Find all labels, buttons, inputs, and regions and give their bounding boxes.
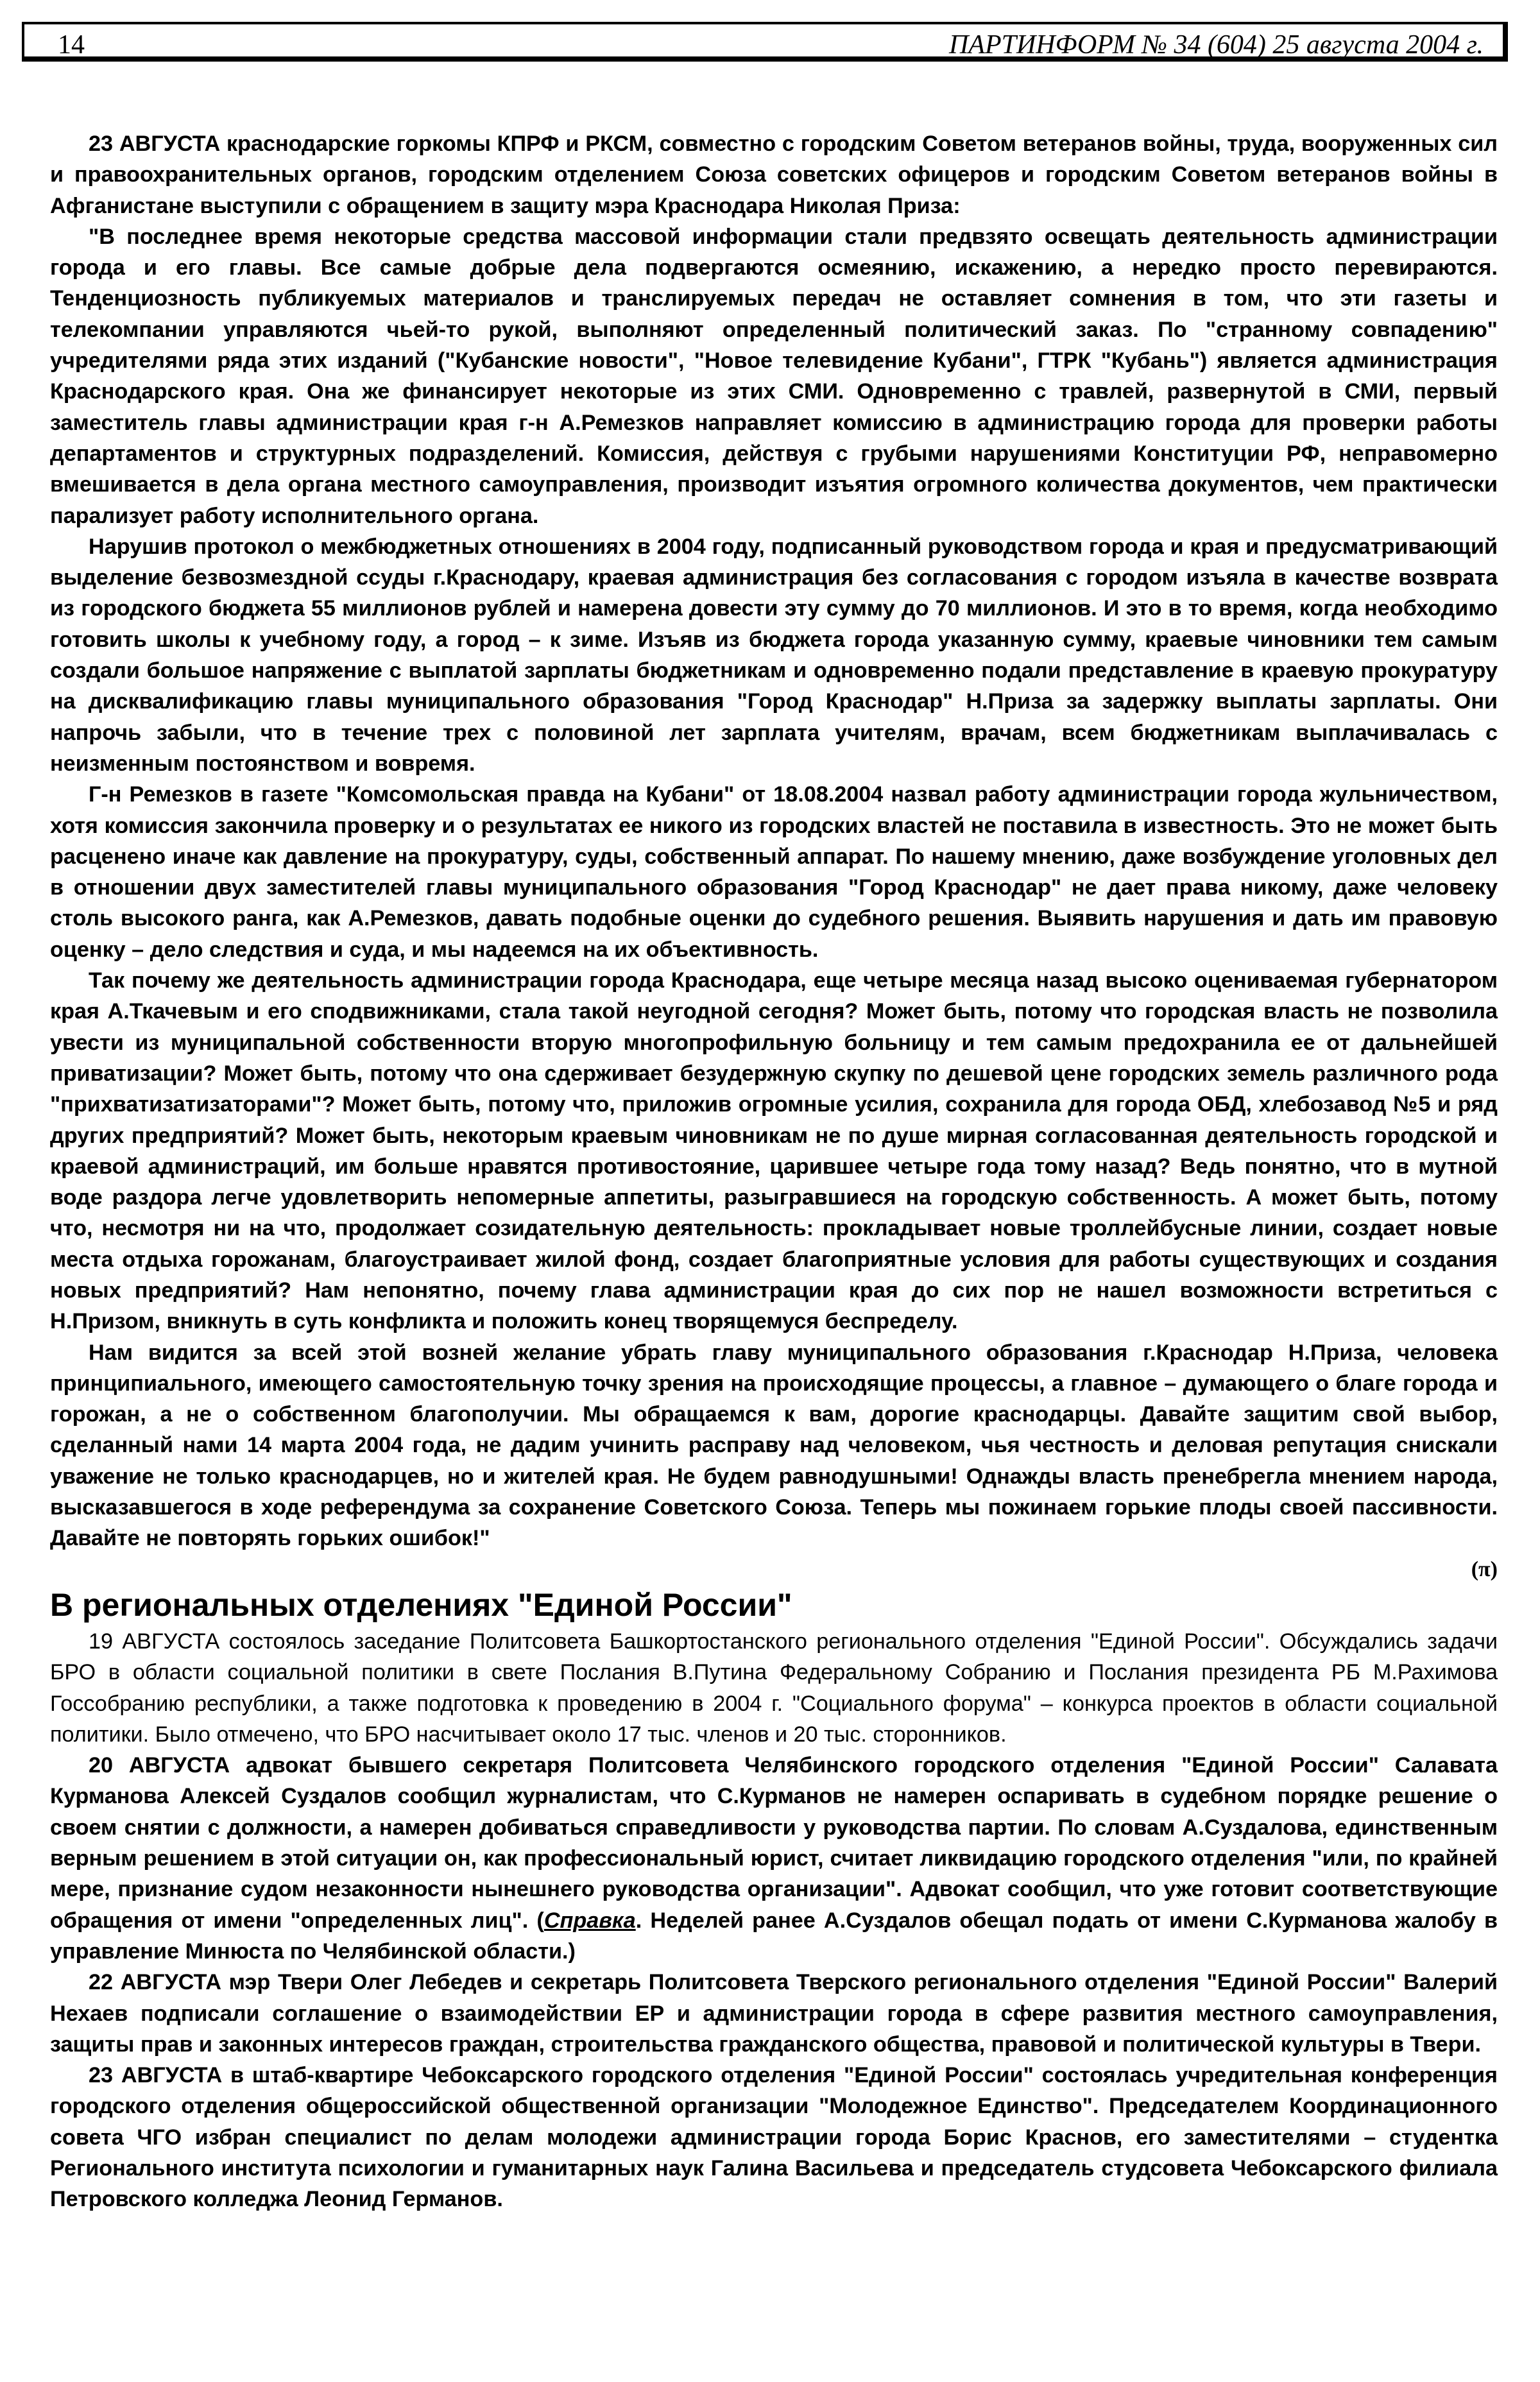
spravka-label: Справка — [543, 1908, 636, 1933]
article-paragraph: Нарушив протокол о межбюджетных отношениях в 2004 году, подписанный руководством города и края и предусматривающий выделение безвозмездной ссуды г.Краснодару, краевая администрация без согласования с городом изъяла в качестве возврата из городского бюджета 55 миллионов рублей и намерена довести эту сумму до 70 миллионов. И это в то время, когда необходимо готовить школы к учебному году, а город – к зиме. Изъяв из бюджета города указанную сумму, краевые чиновники тем самым создали большое напряжение с выплатой зарплаты бюджетникам и одновременно подали представление в краевую прокуратуру на дисквалификацию главы муниципального образования "Город Краснодар" Н.Приза за задержку выплаты зарплаты. Они напрочь забыли, что в течение трех с половиной лет зарплата учителям, врачам, всем бюджетникам выплачивалась с неизменным постоянством и вовремя. — [50, 534, 1498, 776]
section-title: В региональных отделениях "Единой России" — [50, 1586, 792, 1623]
article-krasnodar — [50, 128, 1498, 1585]
news-item-text: 20 АВГУСТА адвокат бывшего секретаря Политсовета Челябинского городского отделения "Единой России" Салавата Курманова Алексей Суздалов сообщил журналистам, что С.Курманов не намерен оспаривать в судебном порядке решение о своем снятии с должности, а намерен добиваться справедливости у руководства партии. По словам А.Суздалова, единственным верным решением в этой ситуации он, как профессиональный юрист, считает ликвидацию городского отделения "или, по крайней мере, признание судом незаконности нынешнего руководства организации". Адвокат сообщил, что уже готовит соответствующие обращения от имени "определенных лиц". — [50, 1753, 1498, 1933]
news-item: 19 АВГУСТА состоялось заседание Политсовета Башкортостанского регионального отделения "Единой России". Обсуждались задачи БРО в области социальной политики в свете Послания В.Путина Федеральному Собранию и Послания президента РБ М.Рахимова Госсобранию республики, а также подготовка к проведению в 2004 г. "Социального форума" – конкурса проектов в области социальной политики. Было отмечено, что БРО насчитывает около 17 тыс. членов и 20 тыс. сторонников. — [50, 1629, 1498, 1747]
page-number: 14 — [58, 30, 85, 60]
article-paragraph: "В последнее время некоторые средства массовой информации стали предвзято освещать деятельность администрации города и его главы. Все самые добрые дела подвергаются осмеянию, искажению, а нередко просто перевираются. Тенденциозность публикуемых материалов и транслируемых передач не оставляет сомнения в том, что эти газеты и телекомпании управляются чьей-то рукой, выполняют определенный политический заказ. По "странному совпадению" учредителями ряда этих изданий ("Кубанские новости", "Новое телевидение Кубани", ГТРК "Кубань") является администрация Краснодарского края. Она же финансирует некоторые из этих СМИ. Одновременно с травлей, развернутой в СМИ, первый заместитель главы администрации края г-н А.Ремезков направляет комиссию в администрацию города для проверки работы департаментов и структурных подразделений. Комиссия, действуя с грубыми нарушениями Конституции РФ, неправомерно вмешивается в дела органа местного самоуправления, производит изъятия огромного количества документов, чем практически парализует работу исполнительного органа. — [50, 224, 1498, 528]
article-paragraph: 23 АВГУСТА краснодарские горкомы КПРФ и РКСМ, совместно с городским Советом ветеранов войны, труда, вооруженных сил и правоохранительных органов, городским отделением Союза советских офицеров и городским Советом ветеранов войны в Афганистане выступили с обращением в защиту мэра Краснодара Николая Приза: — [50, 132, 1498, 218]
article-paragraph: Так почему же деятельность администрации города Краснодара, еще четыре месяца назад высоко оцениваемая губернатором края А.Ткачевым и его сподвижниками, стала такой неугодной сегодня? Может быть, потому что городская власть не позволила увести из муниципальной собственности вторую многопрофильную больницу и тем самым предохранила ее от дальнейшей приватизации? Может быть, потому что она сдерживает безудержную скупку по дешевой цене городских земель различного рода "прихватизатизаторами"? Может быть, потому что, приложив огромные усилия, сохранила для города ОБД, хлебозавод №5 и ряд других предприятий? Может быть, некоторым краевым чиновникам не по душе мирная согласованная деятельность городской и краевой администраций, им больше нравятся противостояние, царившее четыре года тому назад? Ведь понятно, что в мутной воде раздора легче удовлетворить непомерные аппетиты, разыгравшиеся на городскую собственность. А может быть, потому что, несмотря ни на что, продолжает созидательную деятельность: прокладывает новые троллейбусные линии, создает новые места отдыха горожанам, благоустраивает жилой фонд, создает благоприятные условия для работы существующих и создания новых предприятий? Нам непонятно, почему глава администрации края до сих пор не нашел возможности встретиться с Н.Призом, вникнуть в суть конфликта и положить конец творящемуся беспределу. — [50, 968, 1498, 1334]
news-item — [50, 1750, 1498, 1967]
news-note-open: ( — [536, 1908, 544, 1933]
article-paragraph: Г-н Ремезков в газете "Комсомольская правда на Кубани" от 18.08.2004 назвал работу администрации города жульничеством, хотя комиссия закончила проверку и о результатах ее никого из городских властей не поставила в известность. Это не может быть расценено иначе как давление на прокуратуру, суды, собственный аппарат. По нашему мнению, даже возбуждение уголовных дел в отношении двух заместителей главы муниципального образования "Город Краснодар" не дает права никому, даже человеку столь высокого ранга, как А.Ремезков, давать подобные оценки до судебного решения. Выявить нарушения и дать им правовую оценку – дело следствия и суда, и мы надеемся на их объективность. — [50, 782, 1498, 962]
page-header — [22, 22, 1508, 62]
article-signature: (π) — [1471, 1557, 1498, 1581]
issue-title: ПАРТИНФОРМ № 34 (604) 25 августа 2004 г. — [948, 30, 1484, 60]
section-regional-offices — [50, 1586, 1498, 2215]
news-note-text: . Неделей ранее А.Суздалов обещал подать от имени С.Курманова жалобу в управление Минюста по Челябинской области.) — [50, 1908, 1498, 1964]
news-item: 22 АВГУСТА мэр Твери Олег Лебедев и секретарь Политсовета Тверского регионального отделения "Единой России" Валерий Нехаев подписали соглашение о взаимодействии ЕР и администрации города в сфере развития местного самоуправления, защиты прав и законных интересов граждан, строительства гражданского общества, правовой и политической культуры в Твери. — [50, 1970, 1498, 2057]
article-paragraph: Нам видится за всей этой возней желание убрать главу муниципального образования г.Краснодар Н.Приза, человека принципиального, имеющего самостоятельную точку зрения на происходящие процессы, а главное – думающего о благе города и горожан, а не о собственном благополучии. Мы обращаемся к вам, дорогие краснодарцы. Давайте защитим свой выбор, сделанный нами 14 марта 2004 года, не дадим учинить расправу над человеком, чья честность и деловая репутация снискали уважение не только краснодарцев, но и жителей края. Не будем равнодушными! Однажды власть пренебрегла мнением народа, высказавшегося в ходе референдума за сохранение Советского Союза. Теперь мы пожинаем горькие плоды своей пассивности. Давайте не повторять горьких ошибок!" — [50, 1340, 1498, 1551]
page-content — [50, 128, 1498, 2215]
news-item: 23 АВГУСТА в штаб-квартире Чебоксарского городского отделения "Единой России" состоялась учредительная конференция городского отделения общероссийской общественной организации "Молодежное Единство". Председателем Координационного совета ЧГО избран специалист по делам молодежи администрации города Борис Краснов, его заместителями – студентка Регионального института психологии и гуманитарных наук Галина Васильева и председатель студсовета Чебоксарского филиала Петровского колледжа Леонид Германов. — [50, 2063, 1498, 2212]
